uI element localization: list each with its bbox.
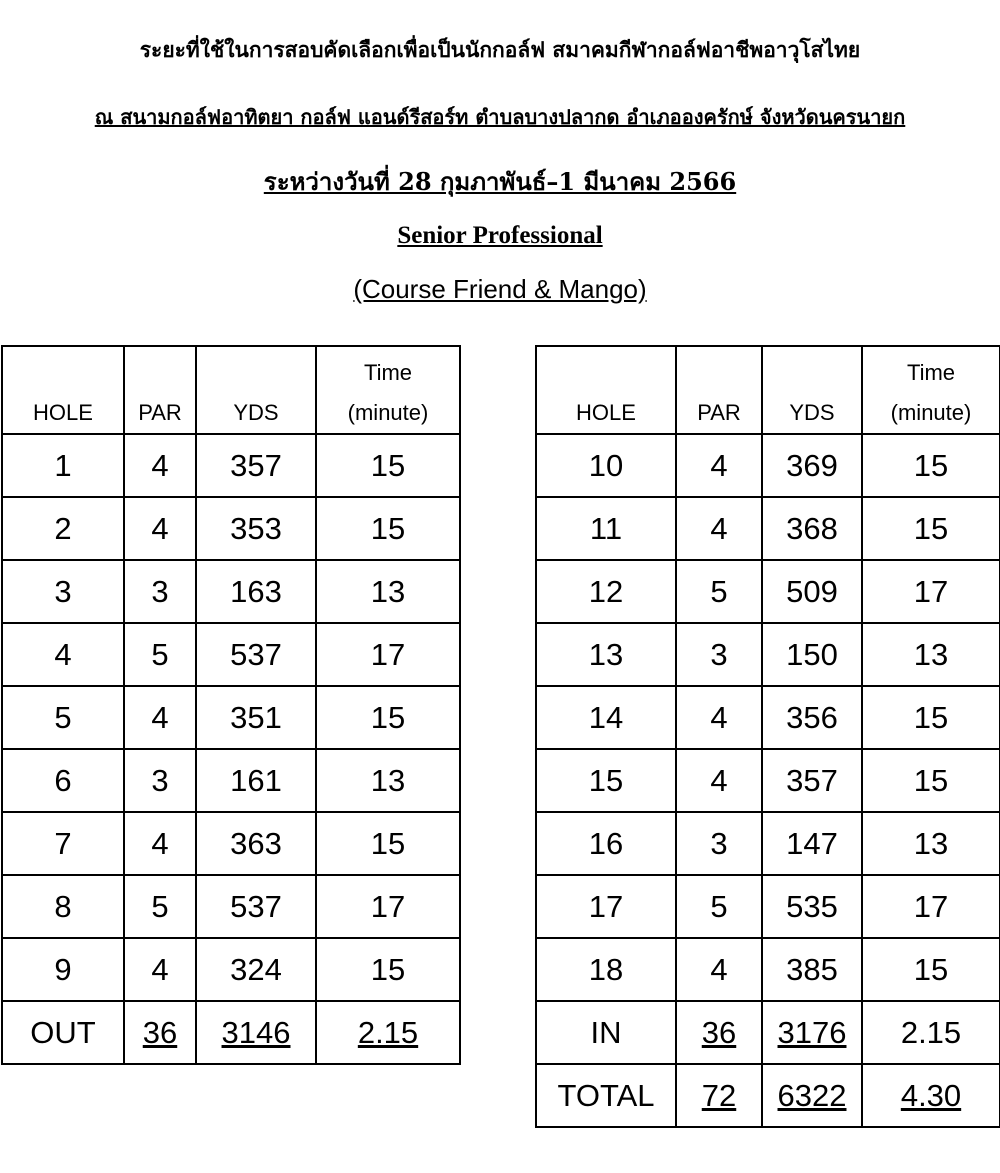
par-cell: 4	[124, 497, 196, 560]
header-yds: YDS	[196, 346, 316, 434]
table-header-row	[2, 346, 460, 434]
table-row	[2, 560, 460, 623]
table-row	[2, 749, 460, 812]
title-line-1: ระยะที่ใช้ในการสอบคัดเลือกเพื่อเป็นนักกอล์ฟ สมาคมกีฬากอล์ฟอาชีพอาวุโสไทย	[139, 37, 861, 62]
header-time	[316, 346, 460, 434]
par-cell: 3	[676, 623, 762, 686]
yards-cell: 161	[196, 749, 316, 812]
table-row	[2, 812, 460, 875]
out-total-row-par	[124, 1001, 196, 1064]
grand-total-row-time	[862, 1064, 1000, 1127]
hole-number-cell: 17	[536, 875, 676, 938]
in-total-row-label: IN	[536, 1001, 676, 1064]
time-cell: 15	[316, 812, 460, 875]
time-cell: 17	[316, 623, 460, 686]
par-cell: 5	[124, 623, 196, 686]
hole-number-cell: 1	[2, 434, 124, 497]
time-cell: 15	[316, 497, 460, 560]
par-cell: 4	[676, 749, 762, 812]
yards-cell: 363	[196, 812, 316, 875]
back-nine-body	[536, 434, 1000, 1127]
header-time-unit: (minute)	[347, 400, 429, 425]
yards-cell: 353	[196, 497, 316, 560]
table-row	[536, 938, 1000, 1001]
yards-cell: 537	[196, 875, 316, 938]
table-row	[536, 812, 1000, 875]
time-cell: 15	[316, 686, 460, 749]
out-total-row	[2, 1001, 460, 1064]
time-cell: 13	[316, 749, 460, 812]
header-hole: HOLE	[536, 346, 676, 434]
header-time	[862, 346, 1000, 434]
yards-cell: 357	[762, 749, 862, 812]
table-row	[536, 875, 1000, 938]
table-row	[2, 434, 460, 497]
table-row	[2, 686, 460, 749]
yards-cell: 147	[762, 812, 862, 875]
hole-number-cell: 13	[536, 623, 676, 686]
time-cell: 15	[862, 749, 1000, 812]
course-title: (Course Friend & Mango)	[353, 274, 647, 304]
hole-number-cell: 8	[2, 875, 124, 938]
table-row	[2, 497, 460, 560]
category-title: Senior Professional	[397, 222, 603, 249]
in-total-row-par	[676, 1001, 762, 1064]
table-row	[536, 497, 1000, 560]
table-row	[536, 434, 1000, 497]
header-hole: HOLE	[2, 346, 124, 434]
in-total-row-yds-value: 3176	[777, 1014, 847, 1050]
time-cell: 13	[862, 812, 1000, 875]
par-cell: 5	[124, 875, 196, 938]
yards-cell: 385	[762, 938, 862, 1001]
table-row	[2, 623, 460, 686]
table-row	[536, 749, 1000, 812]
yards-cell: 356	[762, 686, 862, 749]
grand-total-row-par	[676, 1064, 762, 1127]
yards-cell: 324	[196, 938, 316, 1001]
hole-number-cell: 3	[2, 560, 124, 623]
time-cell: 17	[316, 875, 460, 938]
par-cell: 4	[124, 812, 196, 875]
hole-number-cell: 11	[536, 497, 676, 560]
yards-cell: 535	[762, 875, 862, 938]
in-total-row-par-value: 36	[701, 1014, 737, 1050]
table-header-row	[536, 346, 1000, 434]
par-cell: 3	[676, 812, 762, 875]
hole-number-cell: 6	[2, 749, 124, 812]
out-total-row-time	[316, 1001, 460, 1064]
hole-number-cell: 2	[2, 497, 124, 560]
grand-total-row	[536, 1064, 1000, 1127]
header-time-label: Time	[363, 360, 413, 385]
time-cell: 13	[316, 560, 460, 623]
hole-number-cell: 16	[536, 812, 676, 875]
yards-cell: 509	[762, 560, 862, 623]
par-cell: 4	[124, 938, 196, 1001]
out-total-row-time-value: 2.15	[357, 1014, 419, 1050]
table-row	[2, 938, 460, 1001]
back-nine-table	[535, 345, 1000, 1128]
grand-total-row-label: TOTAL	[536, 1064, 676, 1127]
grand-total-row-yds-value: 6322	[777, 1077, 847, 1113]
front-nine-table	[1, 345, 461, 1065]
time-cell: 17	[862, 560, 1000, 623]
hole-number-cell: 7	[2, 812, 124, 875]
par-cell: 4	[676, 434, 762, 497]
par-cell: 4	[676, 497, 762, 560]
in-total-row-yds	[762, 1001, 862, 1064]
time-cell: 15	[316, 434, 460, 497]
yards-cell: 537	[196, 623, 316, 686]
par-cell: 4	[676, 938, 762, 1001]
front-nine-body	[2, 434, 460, 1064]
par-cell: 5	[676, 875, 762, 938]
par-cell: 4	[124, 434, 196, 497]
time-cell: 15	[316, 938, 460, 1001]
par-cell: 4	[676, 686, 762, 749]
time-cell: 15	[862, 434, 1000, 497]
hole-number-cell: 5	[2, 686, 124, 749]
yards-cell: 369	[762, 434, 862, 497]
hole-number-cell: 15	[536, 749, 676, 812]
grand-total-row-par-value: 72	[701, 1077, 737, 1113]
yards-cell: 163	[196, 560, 316, 623]
time-cell: 17	[862, 875, 1000, 938]
hole-number-cell: 9	[2, 938, 124, 1001]
time-cell: 13	[862, 623, 1000, 686]
time-cell: 15	[862, 686, 1000, 749]
title-line-3-dates: ระหว่างวันที่ 28 กุมภาพันธ์–1 มีนาคม 2566	[263, 167, 737, 196]
yards-cell: 150	[762, 623, 862, 686]
hole-number-cell: 18	[536, 938, 676, 1001]
out-total-row-label: OUT	[2, 1001, 124, 1064]
table-row	[536, 560, 1000, 623]
par-cell: 4	[124, 686, 196, 749]
out-total-row-yds	[196, 1001, 316, 1064]
out-total-row-yds-value: 3146	[221, 1014, 291, 1050]
hole-number-cell: 10	[536, 434, 676, 497]
header-time-unit: (minute)	[890, 400, 972, 425]
yards-cell: 351	[196, 686, 316, 749]
table-row	[536, 686, 1000, 749]
hole-number-cell: 4	[2, 623, 124, 686]
title-line-2-venue: ณ สนามกอล์ฟอาทิตยา กอล์ฟ แอนด์รีสอร์ท ตำบลบางปลากด อำเภอองครักษ์ จังหวัดนครนายก	[94, 105, 906, 129]
yards-cell: 357	[196, 434, 316, 497]
time-cell: 15	[862, 938, 1000, 1001]
yards-cell: 368	[762, 497, 862, 560]
table-row	[2, 875, 460, 938]
in-total-row	[536, 1001, 1000, 1064]
par-cell: 3	[124, 560, 196, 623]
header-par: PAR	[676, 346, 762, 434]
table-row	[536, 623, 1000, 686]
hole-number-cell: 14	[536, 686, 676, 749]
header-time-label: Time	[906, 360, 956, 385]
header-par: PAR	[124, 346, 196, 434]
in-total-row-time: 2.15	[862, 1001, 1000, 1064]
header-yds: YDS	[762, 346, 862, 434]
par-cell: 5	[676, 560, 762, 623]
time-cell: 15	[862, 497, 1000, 560]
grand-total-row-time-value: 4.30	[900, 1077, 962, 1113]
grand-total-row-yds	[762, 1064, 862, 1127]
hole-number-cell: 12	[536, 560, 676, 623]
out-total-row-par-value: 36	[142, 1014, 178, 1050]
par-cell: 3	[124, 749, 196, 812]
